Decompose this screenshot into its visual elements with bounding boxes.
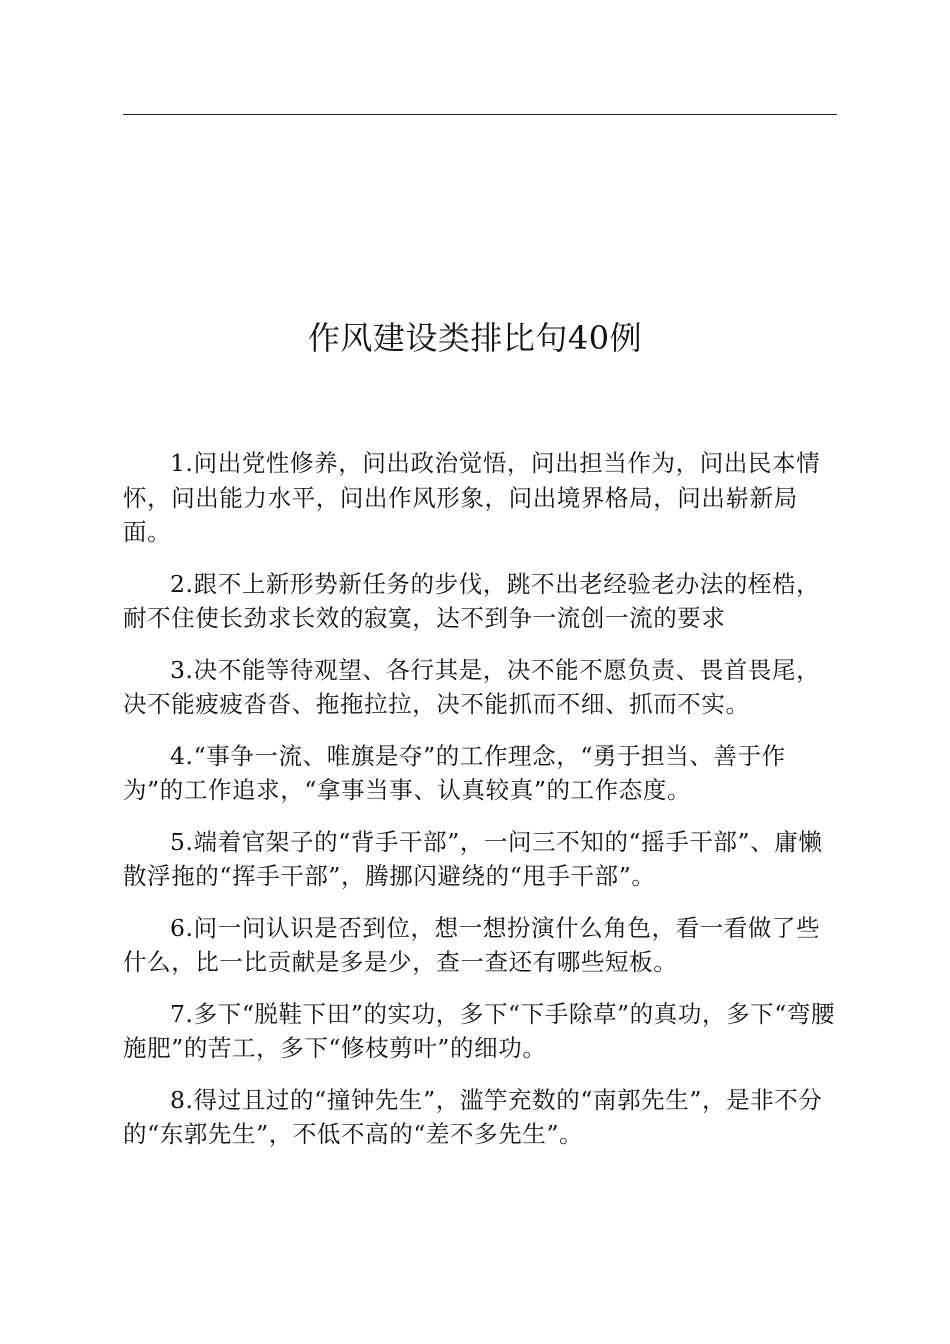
paragraph-7: 7.多下“脱鞋下田”的实功，多下“下手除草”的真功，多下“弯腰施肥”的苦工，多下“修枝剪叶”的细功。 xyxy=(123,999,836,1062)
header-rule xyxy=(123,114,837,115)
paragraph-4: 4.“事争一流、唯旗是夺”的工作理念，“勇于担当、善于作为”的工作追求，“拿事当事、认真较真”的工作态度。 xyxy=(123,741,786,804)
document-title: 作风建设类排比句40例 xyxy=(307,319,643,357)
paragraph-8: 8.得过且过的“撞钟先生”，滥竽充数的“南郭先生”，是非不分的“东郭先生”，不低不高的“差不多先生”。 xyxy=(123,1085,823,1148)
paragraph-1: 1.问出党性修养，问出政治觉悟，问出担当作为，问出民本情怀，问出能力水平，问出作风形象，问出境界格局，问出崭新局面。 xyxy=(123,449,821,546)
paragraph-3: 3.决不能等待观望、各行其是，决不能不愿负责、畏首畏尾，决不能疲疲沓沓、拖拖拉拉，决不能抓而不细、抓而不实。 xyxy=(123,655,821,718)
paragraph-2: 2.跟不上新形势新任务的步伐，跳不出老经验老办法的桎梏，耐不住使长劲求长效的寂寞，达不到争一流创一流的要求 xyxy=(123,569,821,632)
paragraph-6: 6.问一问认识是否到位，想一想扮演什么角色，看一看做了些什么，比一比贡献是多是少，查一查还有哪些短板。 xyxy=(123,913,821,976)
document-body xyxy=(123,446,839,1169)
paragraph-5: 5.端着官架子的“背手干部”，一问三不知的“摇手干部”、庸懒散浮拖的“挥手干部”，腾挪闪避绕的“甩手干部”。 xyxy=(123,827,823,890)
